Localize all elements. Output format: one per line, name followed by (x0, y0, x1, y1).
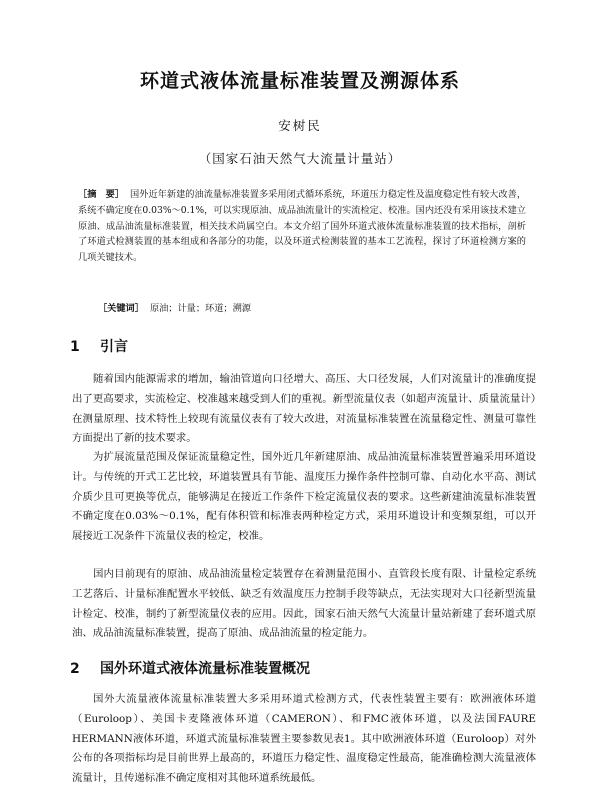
keywords-label: ［关键词］ (98, 303, 144, 314)
section-1-title: 引言 (100, 339, 128, 355)
keywords-block (98, 300, 518, 314)
section-2-paragraph: 国外大流量液体流量标准装置大多采用环道式检测方式，代表性装置主要有：欧洲液体环道（Euroloop）、美国卡麦隆液体环道（CAMERON）、和FMC液体环道，以及法国FAURE HERMANN液体环道，环道式流量标准装置主要参数见表1。其中欧洲液体环道（Euroloop）对外公布的各项指标均是目前世界上最高的，环道压力稳定性、温度稳定性最高，能准确检测大流量液体流量计，且传递标准不确定度相对其他环道系统最低。 (72, 693, 536, 785)
abstract-label: ［摘 要］ (78, 189, 125, 200)
abstract-block (78, 187, 526, 266)
section-2-number: 2 (70, 661, 80, 677)
abstract-text: 国外近年新建的油流量标准装置多采用闭式循环系统，环道压力稳定性及温度稳定性有较大改善，系统不确定度在0.03%～0.1%，可以实现原油、成品油流量计的实流检定、校准。国内还没有采用该技术建立原油、成品油流量标准装置，相关技术尚属空白。本文介绍了国外环道式液体流量标准装置的技术指标，剖析了环道式检测装置的基本组成和各部分的功能，以及环道式检测装置的基本工艺流程，探讨了环道检测方案的几项关键技术。 (78, 189, 527, 264)
section-2-title: 国外环道式液体流量标准装置概况 (100, 661, 310, 677)
section-1-paragraph: 为扩展流量范围及保证流量稳定性，国外近几年新建原油、成品油流量标准装置普遍采用环道设计。与传统的开式工艺比较，环道装置具有节能、温度压力操作条件控制可靠、自动化水平高、测试介质少且可更换等优点，能够满足在接近工作条件下检定流量仪表的要求。这些新建油流量标准装置不确定度在0.03%～0.1%，配有体积管和标准表两种检定方式，采用环道设计和变频泵组，可以开展接近工况条件下流量仪表的检定，校准。 (72, 451, 536, 543)
section-2-heading (70, 658, 310, 678)
keywords-text: 原油；计量；环道；溯源 (149, 303, 251, 314)
author-affiliation: （国家石油天然气大流量计量站） (198, 151, 402, 166)
section-1-heading (70, 336, 128, 356)
section-1-number: 1 (70, 339, 80, 355)
author-name: 安树民 (278, 118, 322, 133)
section-1-paragraph: 随着国内能源需求的增加，输油管道向口径增大、高压、大口径发展，人们对流量计的准确度提出了更高要求，实流检定、校准越来越受到人们的重视。新型流量仪表（如超声流量计、质量流量计）在测量原理、技术特性上较现有流量仪表有了较大改进，对流量标准装置在流量稳定性、测量可靠性方面提出了新的技术要求。 (72, 373, 536, 445)
section-1-paragraph: 国内目前现有的原油、成品油流量检定装置存在着测量范围小、直管段长度有限、计量检定系统工艺落后、计量标准配置水平较低、缺乏有效温度压力控制手段等缺点，无法实现对大口径新型流量计检定、校准，制约了新型流量仪表的应用。因此，国家石油天然气大流量计量站新建了套环道式原油、成品油流量标准装置，提高了原油、成品油流量的检定能力。 (72, 568, 536, 640)
paper-title: 环道式液体流量标准装置及溯源体系 (139, 70, 460, 92)
